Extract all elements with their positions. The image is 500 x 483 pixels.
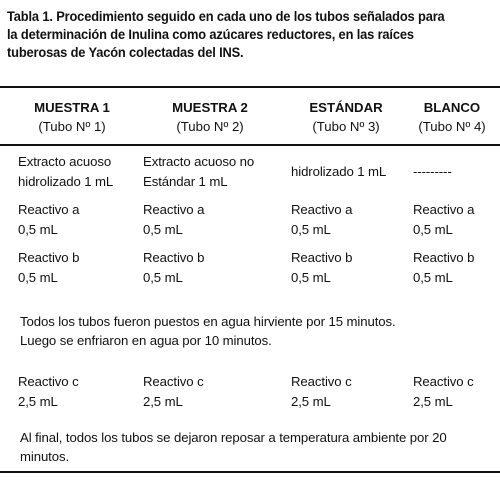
cell-line: 2,5 mL	[18, 394, 58, 409]
cell-line: Reactivo b	[291, 250, 353, 265]
cell-line: 0,5 mL	[413, 270, 453, 285]
cell-line: ---------	[413, 164, 452, 179]
table-cell	[18, 152, 113, 192]
table-cell	[291, 248, 352, 288]
cell-line: Reactivo c	[18, 374, 79, 389]
cell-line: Extracto acuoso	[18, 154, 112, 169]
cell-line: 0,5 mL	[291, 270, 331, 285]
table-cell	[291, 162, 386, 182]
cell-line: Reactivo c	[143, 374, 204, 389]
cell-line: Reactivo a	[413, 202, 475, 217]
column-subtitle: (Tubo Nº 4)	[418, 119, 486, 134]
table-cell	[413, 162, 452, 182]
cell-line: 0,5 mL	[413, 222, 453, 237]
cell-line: Reactivo c	[291, 374, 352, 389]
note-line: Al final, todos los tubos se dejaron reposar a temperatura ambiente por 20	[20, 430, 447, 445]
cell-line: Reactivo b	[413, 250, 475, 265]
cell-line: Extracto acuoso no	[143, 154, 255, 169]
table-cell	[413, 372, 474, 412]
cell-line: 0,5 mL	[18, 270, 58, 285]
note-line: Luego se enfriaron en agua por 10 minutos.	[20, 333, 272, 348]
table-cell	[18, 248, 79, 288]
cell-line: Reactivo c	[413, 374, 474, 389]
column-header-estandar	[298, 98, 394, 136]
table-cell	[143, 372, 204, 412]
column-header-blanco	[408, 98, 496, 136]
cell-line: 0,5 mL	[291, 222, 331, 237]
cell-line: 0,5 mL	[18, 222, 58, 237]
column-header-muestra-1	[24, 98, 120, 136]
note-line: minutos.	[20, 449, 70, 464]
table-cell	[291, 372, 352, 412]
top-rule	[0, 86, 500, 88]
header-rule	[0, 144, 500, 146]
column-title: BLANCO	[423, 100, 481, 115]
cell-line: Reactivo a	[291, 202, 353, 217]
caption-line-3: tuberosas de Yacón colectadas del INS.	[7, 45, 244, 60]
column-title: ESTÁNDAR	[309, 100, 383, 115]
table-cell	[18, 372, 79, 412]
cell-line: hidrolizado 1 mL	[291, 164, 387, 179]
table-cell	[143, 248, 204, 288]
cell-line: 2,5 mL	[143, 394, 183, 409]
table-cell	[143, 152, 254, 192]
cell-line: 2,5 mL	[291, 394, 331, 409]
cell-line: Reactivo a	[143, 202, 205, 217]
table-cell	[143, 200, 204, 240]
table-cell	[18, 200, 79, 240]
table-caption	[7, 8, 475, 62]
column-subtitle: (Tubo Nº 3)	[312, 119, 380, 134]
column-subtitle: (Tubo Nº 1)	[38, 119, 106, 134]
cell-line: 0,5 mL	[143, 222, 183, 237]
note-boiling	[20, 312, 490, 350]
bottom-rule	[0, 471, 500, 473]
cell-line: 0,5 mL	[143, 270, 183, 285]
cell-line: Reactivo b	[143, 250, 205, 265]
cell-line: 2,5 mL	[413, 394, 453, 409]
note-rest	[20, 428, 490, 466]
caption-line-2: la determinación de Inulina como azúcares reductores, en las raíces	[7, 27, 414, 42]
cell-line: hidrolizado 1 mL	[18, 174, 114, 189]
cell-line: Estándar 1 mL	[143, 174, 228, 189]
table-cell	[413, 200, 474, 240]
cell-line: Reactivo a	[18, 202, 80, 217]
column-title: MUESTRA 1	[34, 100, 110, 115]
note-line: Todos los tubos fueron puestos en agua hirviente por 15 minutos.	[20, 314, 396, 329]
column-title: MUESTRA 2	[172, 100, 248, 115]
column-subtitle: (Tubo Nº 2)	[176, 119, 244, 134]
cell-line: Reactivo b	[18, 250, 80, 265]
caption-line-1: Tabla 1. Procedimiento seguido en cada uno de los tubos señalados para	[7, 9, 445, 24]
column-header-muestra-2	[158, 98, 262, 136]
table-cell	[413, 248, 474, 288]
table-cell	[291, 200, 352, 240]
